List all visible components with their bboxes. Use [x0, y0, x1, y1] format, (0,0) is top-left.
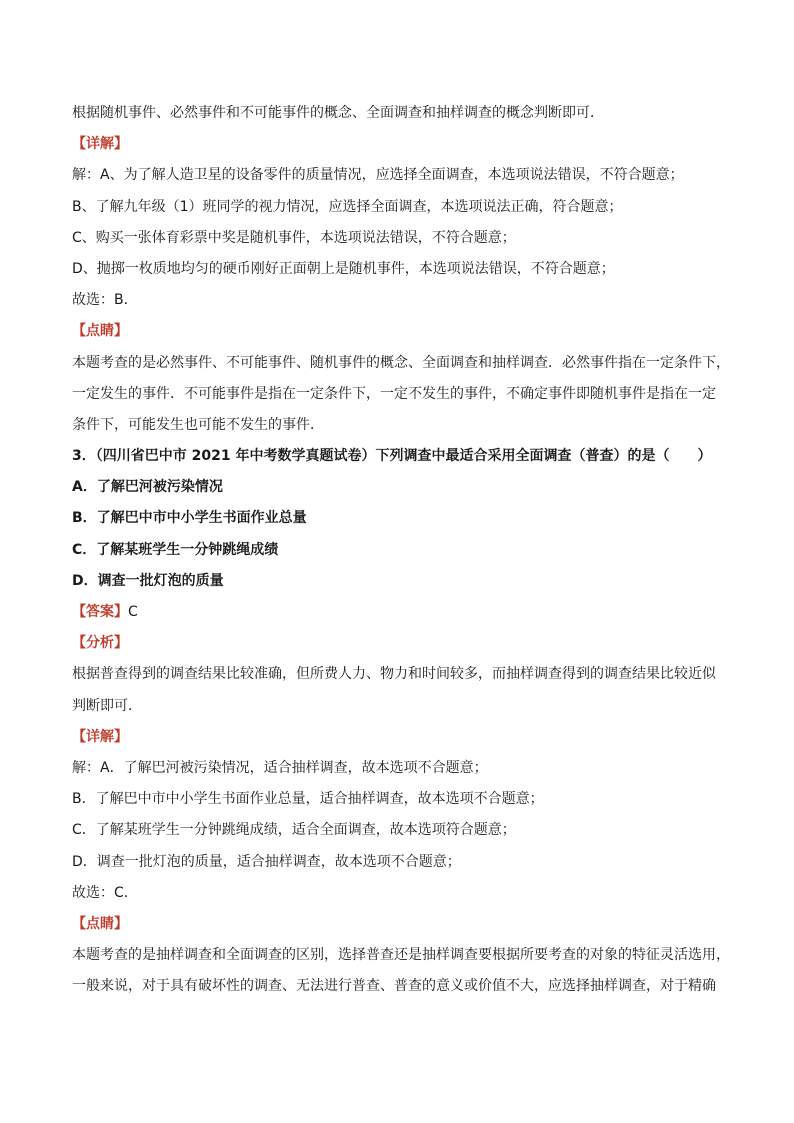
option-a: A．了解巴河被污染情况: [72, 479, 223, 496]
detail-label: 【详解】: [72, 136, 128, 153]
detail-line: 故选：C．: [72, 884, 138, 901]
option-d: D．调查一批灯泡的质量: [72, 572, 224, 589]
detail-line: 故选：B．: [72, 292, 138, 309]
option-c: C．了解某班学生一分钟跳绳成绩: [72, 541, 279, 558]
comment-line: 本题考查的是必然事件、不可能事件、随机事件的概念、全面调查和抽样调查．必然事件指在一定条件下，: [72, 354, 730, 371]
detail-line: C、购买一张体育彩票中奖是随机事件，本选项说法错误，不符合题意；: [72, 229, 516, 246]
detail-label: 【详解】: [72, 728, 128, 745]
question-3-stem: 3．（四川省巴中市 2021 年中考数学真题试卷）下列调查中最适合采用全面调查（普查）的是（ ）: [72, 448, 712, 465]
document-page: [72, 98, 732, 1002]
analysis-label: 【分析】: [72, 635, 128, 652]
analysis-line: 根据普查得到的调查结果比较准确，但所费人力、物力和时间较多，而抽样调查得到的调查结果比较近似: [72, 666, 716, 683]
detail-line: C．了解某班学生一分钟跳绳成绩，适合全面调查，故本选项符合题意；: [72, 822, 516, 839]
option-b: B．了解巴中市中小学生书面作业总量: [72, 510, 307, 527]
comment-line: 一般来说，对于具有破坏性的调查、无法进行普查、普查的意义或价值不大，应选择抽样调查，对于精确: [72, 978, 716, 995]
comment-line: 一定发生的事件．不可能事件是指在一定条件下，一定不发生的事件，不确定事件即随机事件是指在一定: [72, 385, 716, 402]
detail-line: 解：A．了解巴河被污染情况，适合抽样调查，故本选项不合题意；: [72, 759, 488, 776]
comment-label: 【点睛】: [72, 323, 128, 340]
answer-value: C: [128, 604, 138, 620]
answer-label: 【答案】: [72, 604, 128, 620]
detail-line: D．调查一批灯泡的质量，适合抽样调查，故本选项不合题意；: [72, 853, 461, 870]
comment-line: 条件下，可能发生也可能不发生的事件．: [72, 416, 324, 433]
analysis-line: 判断即可．: [72, 697, 142, 714]
comment-line: 本题考查的是抽样调查和全面调查的区别，选择普查还是抽样调查要根据所要考查的对象的特征灵活选用，: [72, 947, 730, 964]
detail-line: B．了解巴中市中小学生书面作业总量，适合抽样调查，故本选项不合题意；: [72, 791, 544, 808]
detail-line: 解：A、为了解人造卫星的设备零件的质量情况，应选择全面调查，本选项说法错误，不符合题意；: [72, 167, 684, 184]
detail-line: D、抛掷一枚质地均匀的硬币刚好正面朝上是随机事件，本选项说法错误，不符合题意；: [72, 260, 615, 277]
analysis-text: 根据随机事件、必然事件和不可能事件的概念、全面调查和抽样调查的概念判断即可．: [72, 105, 604, 121]
comment-label: 【点睛】: [72, 915, 128, 932]
detail-line: B、了解九年级（1）班同学的视力情况，应选择全面调查，本选项说法正确，符合题意；: [72, 198, 623, 215]
answer-row: [72, 597, 732, 628]
